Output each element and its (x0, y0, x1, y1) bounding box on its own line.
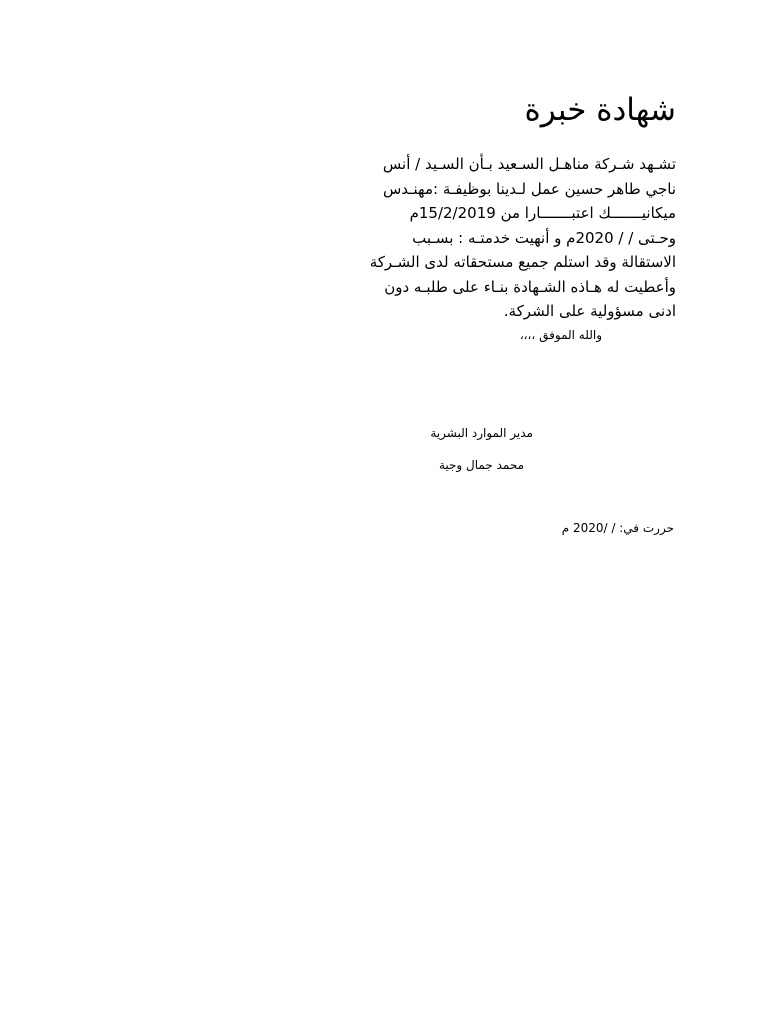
certificate-title: شهادة خبرة (524, 92, 676, 128)
body-line: تشـهد شـركة مناهـل السـعيد بـأن السـيد / أنس (382, 155, 676, 173)
closing-phrase: والله الموفق ،،،، (519, 328, 602, 342)
body-line: ميكانيـــــــك اعتبـــــــارا من 15/2/2019م (409, 204, 676, 222)
body-line: ناجي طاهر حسين عمل لـدينا بوظيفـة :مهنـدس (382, 179, 676, 198)
certificate-body (369, 152, 676, 324)
body-line: وحـتى / / 2020م و أنهيت خدمتـه : بسـبب (412, 228, 676, 247)
signer-name: محمد جمال وجية (438, 458, 524, 472)
body-line: الاستقالة وقد استلم جميع مستحقاته لدى الشـركة (369, 253, 676, 271)
signer-title: مدير الموارد البشرية (430, 426, 533, 440)
issued-date: حررت في: / /2020 م (561, 521, 674, 535)
body-line: ادنى مسؤولية على الشركة. (503, 302, 676, 320)
body-line: وأعطيت له هـاذه الشـهادة بنـاء على طلبـه دون (384, 277, 676, 296)
